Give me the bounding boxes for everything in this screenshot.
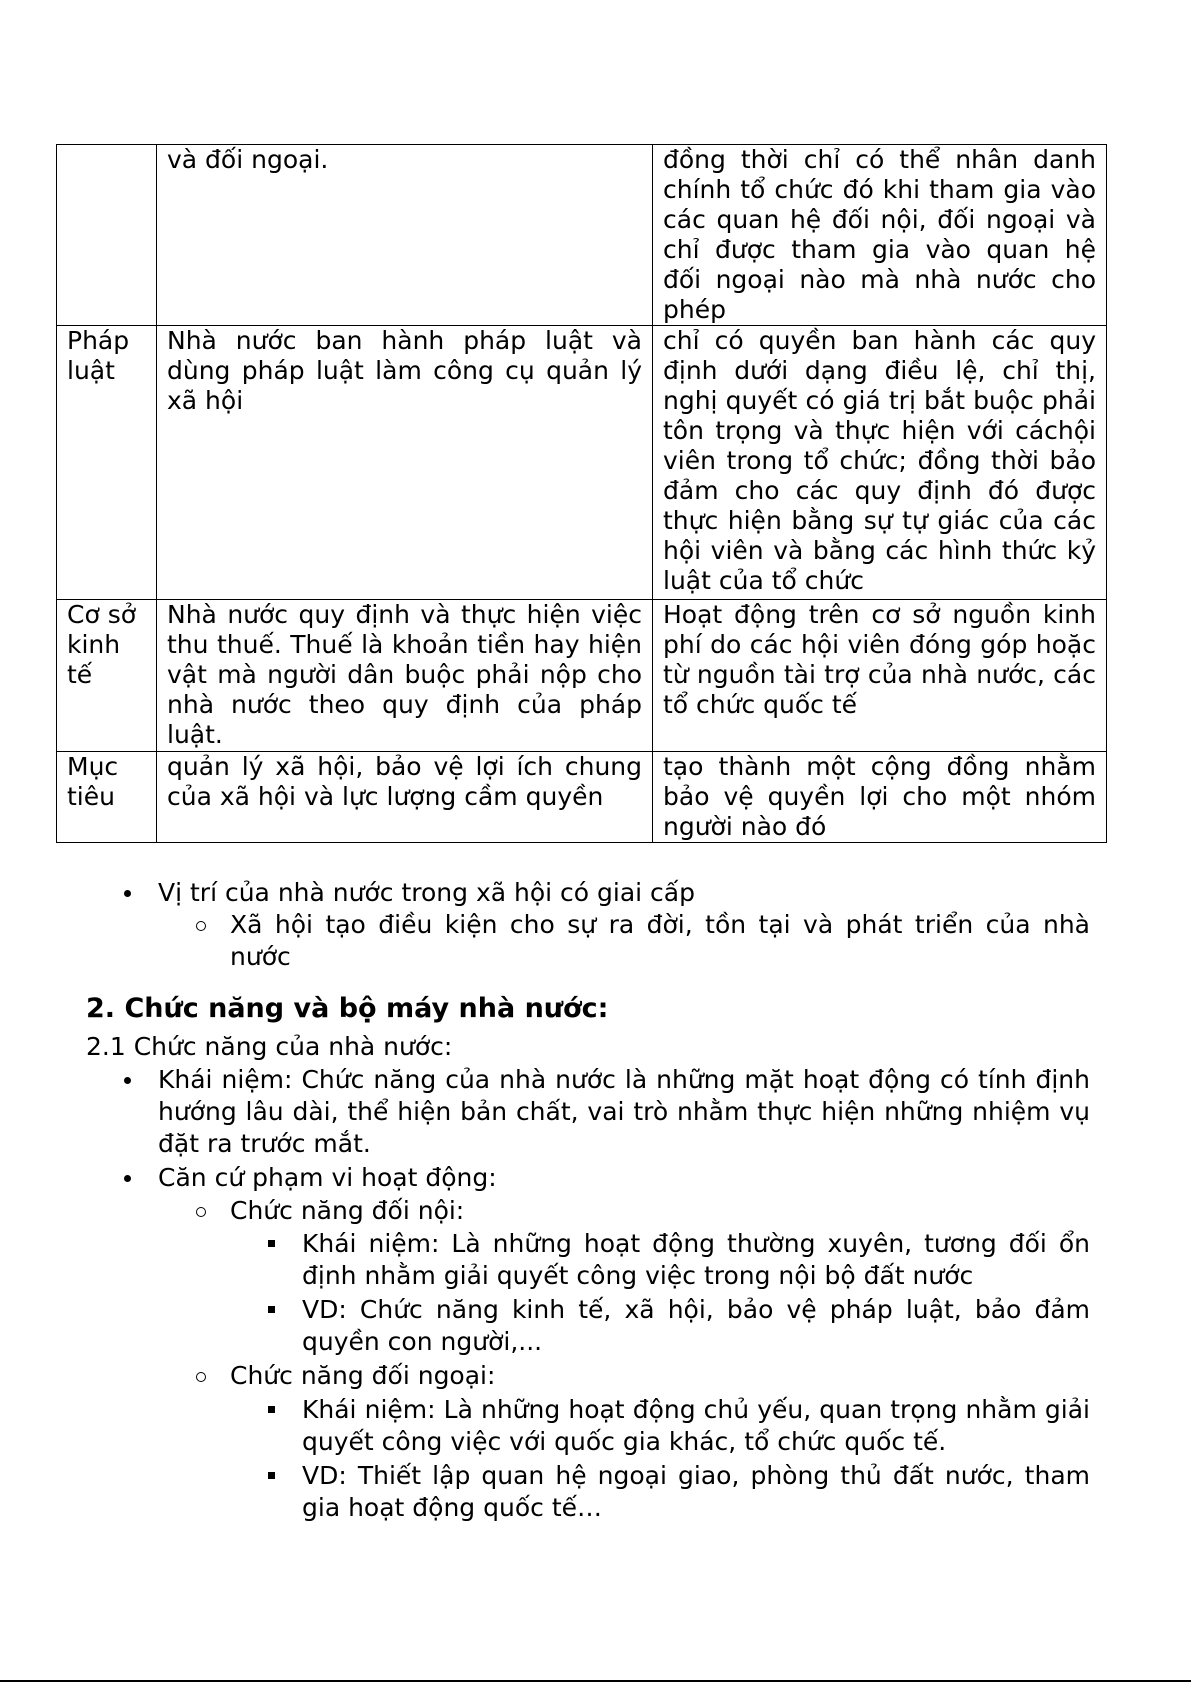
row-label-cell: Pháp luật bbox=[57, 326, 157, 600]
state-cell: Nhà nước quy định và thực hiện việc thu thuế. Thuế là khoản tiền hay hiện vật mà người dân buộc phải nộp cho nhà nước theo quy định của pháp luật. bbox=[157, 600, 653, 752]
list-item: Khái niệm: Là những hoạt động thường xuyên, tương đối ổn định nhằm giải quyết công việc trong nội bộ đất nước bbox=[302, 1229, 1090, 1290]
row-label-cell: Cơ sở kinh tế bbox=[57, 600, 157, 752]
row-label-cell bbox=[57, 145, 157, 326]
row-label-cell: Mục tiêu bbox=[57, 752, 157, 843]
list-item: Chức năng đối ngoại: bbox=[230, 1361, 496, 1390]
table-row bbox=[57, 752, 1107, 843]
page-bottom-rule bbox=[0, 1680, 1191, 1682]
organization-cell: đồng thời chỉ có thể nhân danh chính tổ chức đó khi tham gia vào các quan hệ đối nội, đối ngoại và chỉ được tham gia vào quan hệ đối ngoại nào mà nhà nước cho phép bbox=[653, 145, 1107, 326]
section-heading: 2. Chức năng và bộ máy nhà nước: bbox=[86, 993, 609, 1024]
state-cell: và đối ngoại. bbox=[157, 145, 653, 326]
table-row bbox=[57, 600, 1107, 752]
list-item: VD: Thiết lập quan hệ ngoại giao, phòng thủ đất nước, tham gia hoạt động quốc tế… bbox=[302, 1461, 1090, 1522]
comparison-table bbox=[56, 144, 1107, 843]
table-row bbox=[57, 326, 1107, 600]
state-cell: Nhà nước ban hành pháp luật và dùng pháp luật làm công cụ quản lý xã hội bbox=[157, 326, 653, 600]
table-row bbox=[57, 145, 1107, 326]
state-cell: quản lý xã hội, bảo vệ lợi ích chung của xã hội và lực lượng cầm quyền bbox=[157, 752, 653, 843]
list-item: Xã hội tạo điều kiện cho sự ra đời, tồn tại và phát triển của nhà nước bbox=[230, 910, 1090, 971]
organization-cell: chỉ có quyền ban hành các quy định dưới dạng điều lệ, chỉ thị, nghị quyết có giá trị bắt buộc phải tôn trọng và thực hiện với cáchội viên trong tổ chức; đồng thời bảo đảm cho các quy định đó được thực hiện bằng sự tự giác của các hội viên và bằng các hình thức kỷ luật của tổ chức bbox=[653, 326, 1107, 600]
list-item: VD: Chức năng kinh tế, xã hội, bảo vệ pháp luật, bảo đảm quyền con người,... bbox=[302, 1295, 1090, 1356]
list-item: Vị trí của nhà nước trong xã hội có giai cấp bbox=[158, 878, 695, 907]
sub-heading: 2.1 Chức năng của nhà nước: bbox=[86, 1032, 453, 1061]
list-item: Chức năng đối nội: bbox=[230, 1196, 465, 1225]
list-item: Căn cứ phạm vi hoạt động: bbox=[158, 1163, 497, 1192]
list-item: Khái niệm: Là những hoạt động chủ yếu, quan trọng nhằm giải quyết công việc với quốc gia khác, tổ chức quốc tế. bbox=[302, 1395, 1090, 1456]
list-item: Khái niệm: Chức năng của nhà nước là những mặt hoạt động có tính định hướng lâu dài, thể hiện bản chất, vai trò nhằm thực hiện những nhiệm vụ đặt ra trước mắt. bbox=[158, 1065, 1090, 1158]
organization-cell: tạo thành một cộng đồng nhằm bảo vệ quyền lợi cho một nhóm người nào đó bbox=[653, 752, 1107, 843]
organization-cell: Hoạt động trên cơ sở nguồn kinh phí do các hội viên đóng góp hoặc từ nguồn tài trợ của nhà nước, các tổ chức quốc tế bbox=[653, 600, 1107, 752]
